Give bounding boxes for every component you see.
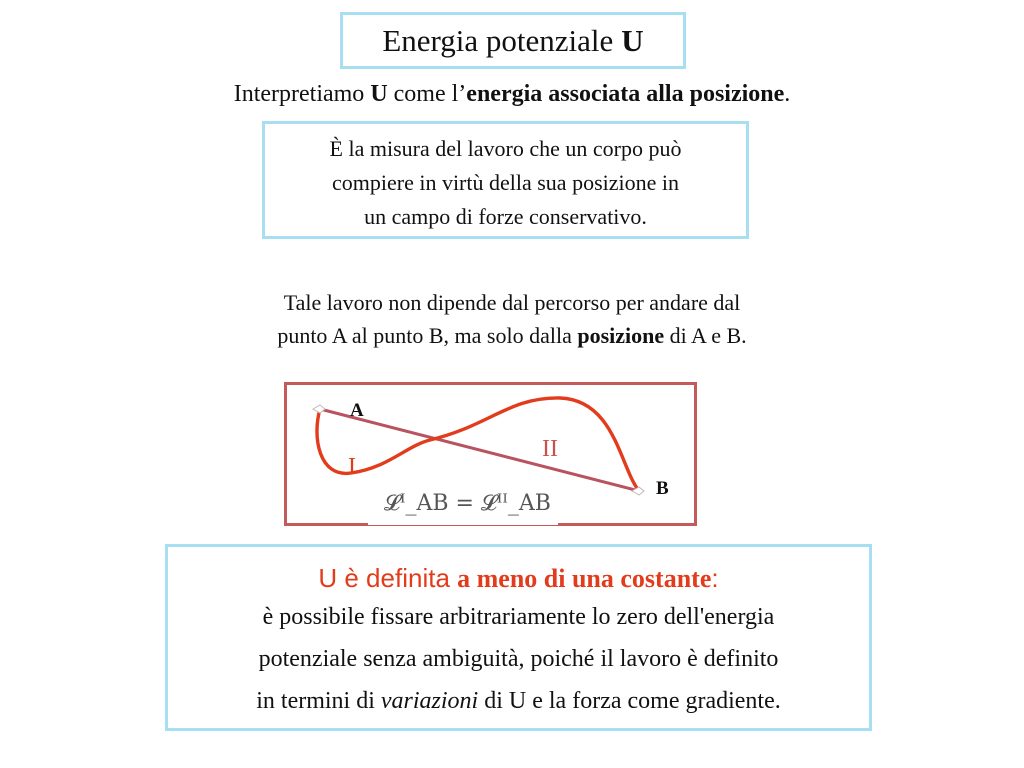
intro-part-2: come l’ bbox=[387, 81, 467, 107]
position-emphasis: posizione bbox=[577, 323, 665, 348]
point-a-marker bbox=[313, 405, 325, 413]
conclusion-title bbox=[168, 561, 869, 596]
path-diagram-box bbox=[284, 382, 697, 526]
intro-symbol: U bbox=[370, 81, 388, 107]
conclusion-line-2: potenziale senza ambiguità, poiché il lavoro è definito bbox=[258, 646, 779, 672]
path-independence-line-1: Tale lavoro non dipende dal percorso per andare dal bbox=[283, 290, 741, 315]
path-independence-line-2 bbox=[180, 319, 844, 352]
conclusion-line-3-after: di U e la forza come gradiente. bbox=[478, 688, 781, 714]
title-symbol: U bbox=[621, 23, 644, 58]
conclusion-line-3-before: in termini di bbox=[256, 688, 381, 714]
conclusion-title-emphasis: a meno di una costante bbox=[457, 564, 712, 593]
conclusion-box bbox=[165, 544, 872, 731]
point-b-label: B bbox=[656, 478, 669, 499]
intro-end: . bbox=[784, 81, 791, 107]
point-a-label: A bbox=[350, 400, 364, 421]
intro-sentence bbox=[150, 80, 874, 108]
definition-line-1: È la misura del lavoro che un corpo può bbox=[329, 136, 682, 161]
conclusion-line-3 bbox=[168, 680, 869, 722]
intro-emphasis: energia associata alla posizione bbox=[466, 81, 785, 107]
definition-line-2: compiere in virtù della sua posizione in bbox=[331, 170, 679, 195]
work-equality-formula: 𝓛ᴵ_AB = 𝓛ᴵᴵ_AB bbox=[384, 491, 551, 516]
title-text: Energia potenziale bbox=[382, 23, 614, 58]
path-diagram bbox=[284, 382, 697, 526]
path-independence-text bbox=[180, 286, 844, 352]
path-independence-line-2-before: punto A al punto B, ma solo dalla bbox=[277, 323, 578, 348]
conclusion-line-1: è possibile fissare arbitrariamente lo zero dell'energia bbox=[262, 604, 775, 630]
path-ii-label: II bbox=[542, 436, 558, 462]
path-i-label: I bbox=[348, 454, 356, 480]
conclusion-title-colon: : bbox=[711, 563, 719, 593]
conclusion-title-prefix: U è definita bbox=[318, 563, 458, 593]
title-box bbox=[340, 12, 686, 69]
variations-emphasis: variazioni bbox=[380, 688, 479, 714]
definition-line-3: un campo di forze conservativo. bbox=[364, 204, 647, 229]
path-independence-line-2-after: di A e B. bbox=[664, 323, 747, 348]
definition-box bbox=[262, 121, 749, 239]
intro-part-1: Interpretiamo bbox=[233, 81, 371, 107]
